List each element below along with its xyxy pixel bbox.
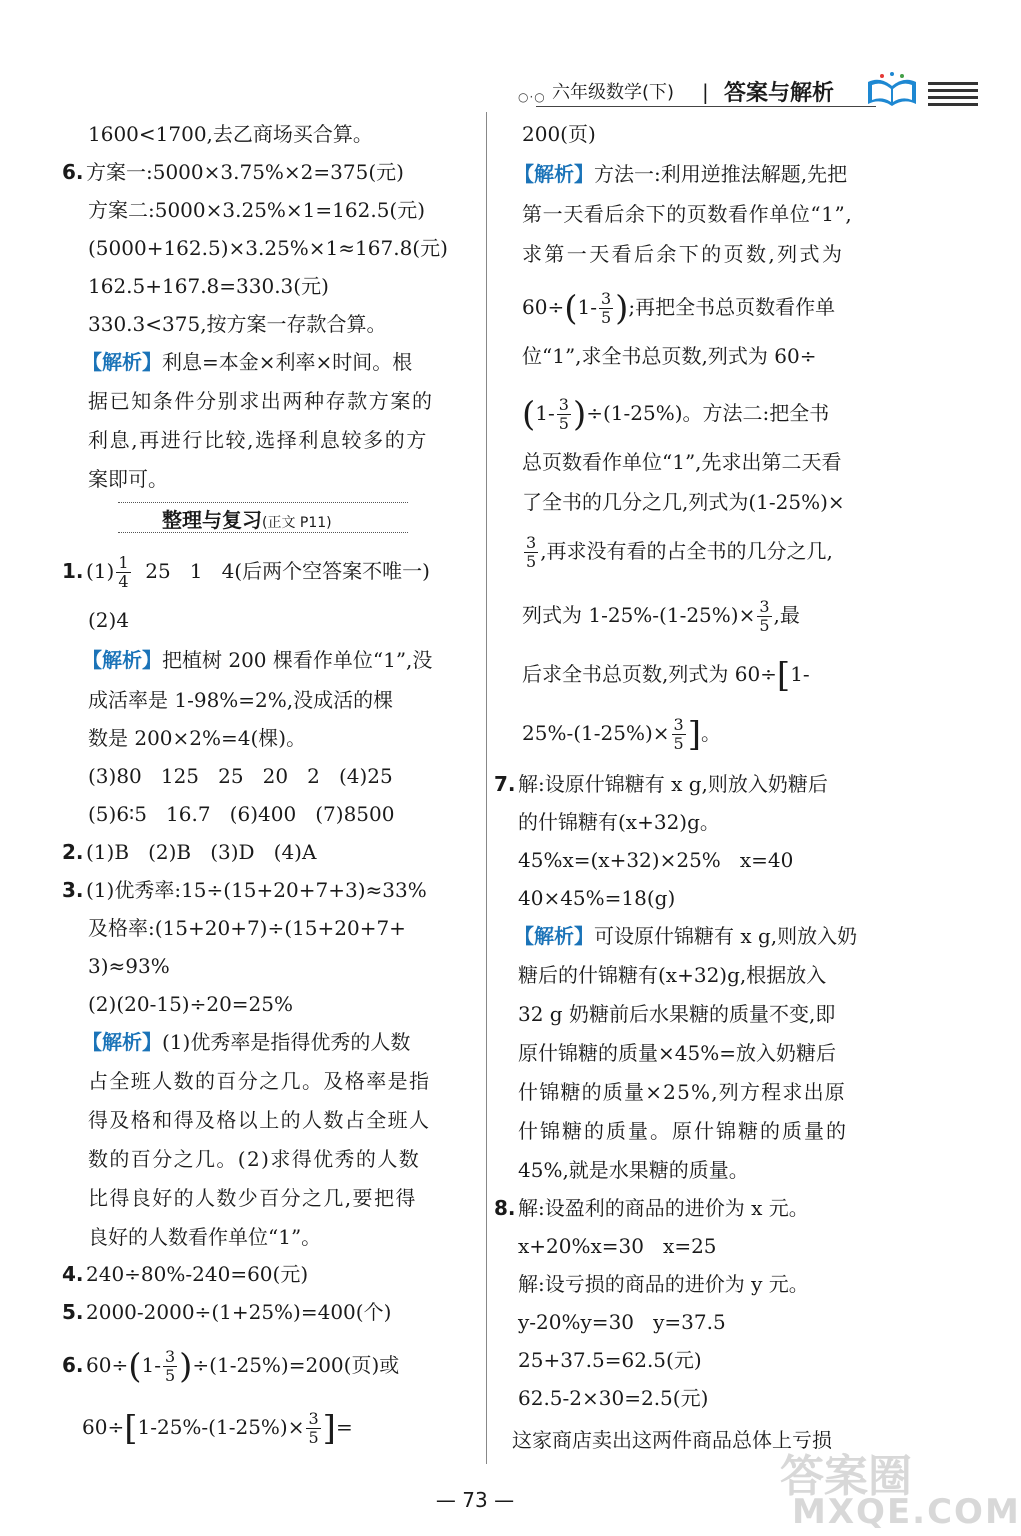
text-line: x+20%x=30 x=25 <box>518 1234 717 1258</box>
question-number: 1. <box>62 559 84 583</box>
text-line: 3)≈93% <box>88 954 170 978</box>
header-section-title: 答案与解析 <box>724 81 835 106</box>
text-line: 比得良好的人数少百分之几,要把得 <box>88 1186 417 1210</box>
book-title: 六年级数学(下) <box>552 82 675 103</box>
text-line: 45%,就是水果糖的质量。 <box>518 1158 749 1182</box>
question-7: 7. 解:设原什锦糖有 x g,则放入奶糖后 <box>494 772 828 796</box>
text-line: 原什锦糖的质量×45%=放入奶糖后 <box>518 1041 836 1065</box>
watermark-logo: 答案圈 MXQE.COM <box>780 1451 1021 1532</box>
analysis-tag: 【解析】 <box>82 648 162 672</box>
text-line: 后求全书总页数,列式为 60÷[1- <box>522 655 810 696</box>
text-line: (3)80 125 25 20 2 (4)25 <box>88 764 393 788</box>
section-heading <box>118 502 408 534</box>
question-5: 5. 2000-2000÷(1+25%)=400(个) <box>62 1300 392 1324</box>
text-line: 位“1”,求全书总页数,列式为 60÷ <box>522 344 817 368</box>
fraction: $\frac{3}{5}$ <box>308 1409 319 1447</box>
text-line: 据已知条件分别求出两种存款方案的 <box>88 389 434 413</box>
text-line: 60÷(1- $\frac{3}{5}$ );再把全书总页数看作单 <box>522 288 836 329</box>
text-line: 162.5+167.8=330.3(元) <box>88 274 329 298</box>
text-line: 62.5-2×30=2.5(元) <box>518 1386 709 1410</box>
analysis-block <box>82 348 412 376</box>
text-line: 了全书的几分之几,列式为(1-25%)× <box>522 490 845 514</box>
text-line: 330.3<375,按方案一存款合算。 <box>88 312 387 336</box>
text-line: (2)(20-15)÷20=25% <box>88 992 294 1016</box>
text-line: y-20%y=30 y=37.5 <box>518 1310 726 1334</box>
text-line: $\frac{3}{5}$ ,再求没有看的占全书的几分之几, <box>526 533 833 571</box>
text-line: 数的百分之几。(2)求得优秀的人数 <box>88 1147 421 1171</box>
text-line: 总页数看作单位“1”,先求出第二天看 <box>522 450 842 474</box>
text-line: 25+37.5=62.5(元) <box>518 1348 702 1372</box>
question-6-review: 6. 60÷(1- $\frac{3}{5}$ )÷(1-25%)=200(页)或 <box>62 1346 400 1387</box>
question-6 <box>62 158 404 186</box>
text-line: 成活率是 1-98%=2%,没成活的棵 <box>88 688 394 712</box>
fraction: $\frac{3}{5}$ <box>558 395 569 433</box>
text-line: 良好的人数看作单位“1”。 <box>88 1225 322 1249</box>
text-line: (1- $\frac{3}{5}$ )÷(1-25%)。方法二:把全书 <box>522 394 830 435</box>
question-number: 6. <box>62 160 84 184</box>
fraction: $\frac{3}{5}$ <box>526 533 537 571</box>
text-line: 这家商店卖出这两件商品总体上亏损 <box>512 1428 832 1452</box>
fraction: $\frac{1}{4}$ <box>118 553 129 591</box>
text-line: 把植树 200 棵看作单位“1”,没 <box>162 648 433 672</box>
text-line: 糖后的什锦糖有(x+32)g,根据放入 <box>518 963 827 987</box>
text-line: 方案一:5000×3.75%×2=375(元) <box>86 160 404 184</box>
text-line: 利息=本金×利率×时间。根 <box>162 350 413 374</box>
header-rule <box>536 106 876 107</box>
analysis-tag: 【解析】 <box>514 924 594 948</box>
question-number: 8. <box>494 1196 516 1220</box>
text-line: 40×45%=18(g) <box>518 886 676 910</box>
fraction: $\frac{3}{5}$ <box>600 289 612 327</box>
header-separator: | <box>702 80 709 104</box>
question-number: 7. <box>494 772 516 796</box>
analysis-tag: 【解析】 <box>514 162 594 186</box>
text-line: 案即可。 <box>88 467 168 491</box>
question-2: 2. (1)B (2)B (3)D (4)A <box>62 840 317 864</box>
decorative-dots: ○·○ <box>518 90 546 104</box>
question-number: 4. <box>62 1262 84 1286</box>
text-line: 32 g 奶糖前后水果糖的质量不变,即 <box>518 1002 836 1026</box>
text-line: 方案二:5000×3.25%×1=162.5(元) <box>88 198 426 222</box>
analysis-block: 【解析】可设原什锦糖有 x g,则放入奶 <box>514 924 858 948</box>
dotted-rule <box>118 532 408 533</box>
dotted-rule <box>118 502 408 503</box>
text-line: 求第一天看后余下的页数,列式为 <box>522 242 845 266</box>
fraction: $\frac{3}{5}$ <box>673 715 684 753</box>
question-number: 5. <box>62 1300 84 1324</box>
question-1: 1. (1) $\frac{1}{4}$ 25 1 4(后两个空答案不唯一) <box>62 553 430 591</box>
text-line: 什锦糖的质量×25%,列方程求出原 <box>518 1080 846 1104</box>
text-line: 200(页) <box>522 122 596 146</box>
fraction: $\frac{3}{5}$ <box>164 1347 176 1385</box>
analysis-block: 【解析】(1)优秀率是指得优秀的人数 <box>82 1030 411 1054</box>
question-4: 4. 240÷80%-240=60(元) <box>62 1262 309 1286</box>
text-line: 60÷[1-25%-(1-25%)× $\frac{3}{5}$ ]= <box>82 1408 353 1449</box>
fraction: $\frac{3}{5}$ <box>759 597 770 635</box>
text-line: 的什锦糖有(x+32)g。 <box>518 810 720 834</box>
analysis-block <box>82 646 432 674</box>
column-divider <box>486 112 487 1464</box>
section-subtitle: (正文 P11) <box>262 515 332 531</box>
text-line: 数是 200×2%=4(棵)。 <box>88 726 307 750</box>
question-number: 2. <box>62 840 84 864</box>
text-line: 列式为 1-25%-(1-25%)× $\frac{3}{5}$ ,最 <box>522 597 800 635</box>
text-line: 得及格和得及格以上的人数占全班人 <box>88 1108 431 1132</box>
text-line: 利息,再进行比较,选择利息较多的方 <box>88 428 428 452</box>
text-line: 45%x=(x+32)×25% x=40 <box>518 848 794 872</box>
page-header <box>518 74 978 114</box>
text-line: 什锦糖的质量。原什锦糖的质量的 <box>518 1119 848 1143</box>
question-number: 6. <box>62 1353 84 1377</box>
text-line: 占全班人数的百分之几。及格率是指 <box>88 1069 431 1093</box>
text-line: 解:设亏损的商品的进价为 y 元。 <box>518 1272 809 1296</box>
text-line: (5000+162.5)×3.25%×1≈167.8(元) <box>88 236 448 260</box>
text-line: (5)6∶5 16.7 (6)400 (7)8500 <box>88 802 395 826</box>
question-3: 3. (1)优秀率:15÷(15+20+7+3)≈33% <box>62 878 427 902</box>
text-line: 25%-(1-25%)× $\frac{3}{5}$ ]。 <box>522 714 721 755</box>
page-number: — 73 — <box>435 1488 515 1512</box>
section-title: 整理与复习(正文 P11) <box>162 508 332 532</box>
analysis-tag: 【解析】 <box>82 1030 162 1054</box>
header-decor-bars <box>928 82 978 110</box>
analysis-block: 【解析】方法一:利用逆推法解题,先把 <box>514 162 848 186</box>
question-number: 3. <box>62 878 84 902</box>
text-line: (2)4 <box>88 608 130 632</box>
open-book-logo-icon <box>864 72 920 108</box>
text-line: 第一天看后余下的页数看作单位“1”, <box>522 202 853 226</box>
question-8: 8. 解:设盈利的商品的进价为 x 元。 <box>494 1196 809 1220</box>
analysis-tag: 【解析】 <box>82 350 162 374</box>
text-line: 1600<1700,去乙商场买合算。 <box>88 122 373 146</box>
text-line: 及格率:(15+20+7)÷(15+20+7+ <box>88 916 406 940</box>
